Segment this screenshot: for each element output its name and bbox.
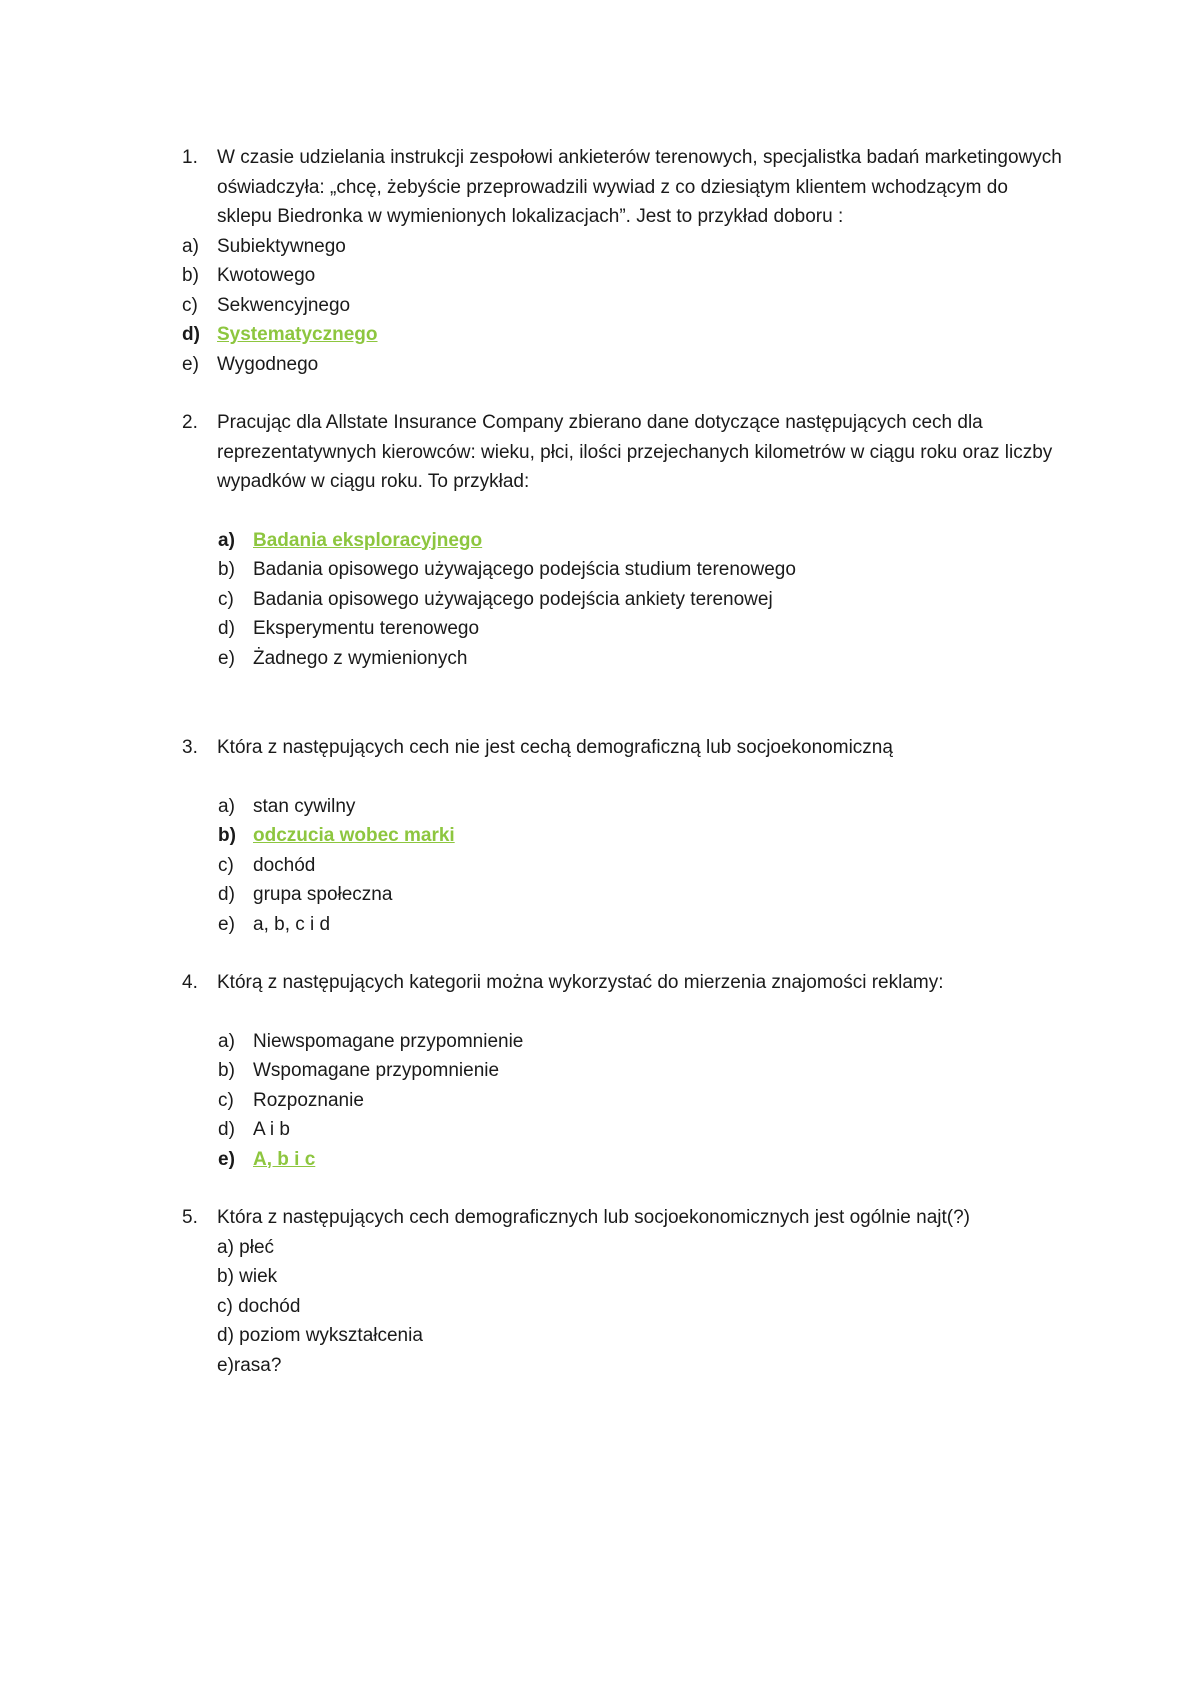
option-item [0, 232, 1200, 262]
option-text: dochód [253, 854, 316, 876]
correct-answer-text: Badania eksploracyjnego [253, 529, 483, 551]
option-item [0, 1321, 1200, 1351]
option-text: Wygodnego [217, 353, 319, 375]
option-letter: b) [218, 1060, 235, 1081]
option-letter: b) [182, 265, 199, 286]
option-text: a, b, c i d [253, 913, 331, 935]
option-text: A i b [253, 1119, 290, 1140]
option-text: Niewspomagane przypomnienie [253, 1030, 524, 1052]
option-text: Subiektywnego [217, 235, 346, 257]
option-item-correct [0, 526, 1200, 556]
option-item [0, 1262, 1200, 1292]
option-text: Sekwencyjnego [217, 294, 351, 316]
question-text: W czasie udzielania instrukcji zespołowi ankieterów terenowych, specjalistka badań marketingowych oświadczyła: „chcę, żebyście przeprowadzili wywiad z co dziesiątym klientem wchodzącym do sklepu Biedronka w wymienionych lokalizacjach”. Jest to przykład doboru : [217, 147, 1062, 227]
option-item [0, 1056, 1200, 1086]
option-text: Badania opisowego używającego podejścia ankiety terenowej [253, 588, 773, 610]
option-letter: d) [218, 618, 235, 639]
option-letter: a) [218, 529, 235, 551]
option-item [0, 1351, 1200, 1381]
question-number: 2. [182, 412, 198, 433]
question-number: 4. [182, 972, 198, 993]
option-item [0, 851, 1200, 881]
option-letter: d) [218, 1119, 235, 1140]
correct-answer-text: A, b i c [253, 1148, 316, 1170]
options-2 [0, 526, 1200, 674]
question-1 [0, 143, 1200, 232]
option-item-correct [0, 1145, 1200, 1175]
options-1 [0, 232, 1200, 380]
option-text: e)rasa? [217, 1354, 282, 1376]
option-letter: c) [218, 1089, 234, 1111]
options-3 [0, 792, 1200, 940]
option-text: d) poziom wykształcenia [217, 1325, 423, 1346]
question-number: 5. [182, 1207, 198, 1228]
option-item [0, 261, 1200, 291]
option-letter: b) [218, 825, 236, 846]
option-item [0, 585, 1200, 615]
option-item [0, 1027, 1200, 1057]
option-letter: c) [218, 854, 234, 876]
question-2 [0, 408, 1200, 497]
option-text: Kwotowego [217, 265, 316, 286]
option-letter: e) [182, 353, 199, 375]
option-item [0, 880, 1200, 910]
option-text: Żadnego z wymienionych [253, 647, 468, 669]
option-letter: c) [218, 588, 234, 610]
option-letter: a) [218, 1030, 235, 1052]
option-letter: d) [182, 324, 200, 345]
option-item-correct [0, 821, 1200, 851]
option-text: c) dochód [217, 1295, 301, 1317]
option-letter: a) [182, 235, 199, 257]
option-item [0, 350, 1200, 380]
option-text: Wspomagane przypomnienie [253, 1060, 500, 1081]
question-number: 1. [182, 147, 198, 168]
option-text: Badania opisowego używającego podejścia studium terenowego [253, 559, 796, 580]
question-text: Pracując dla Allstate Insurance Company zbierano dane dotyczące następujących cech dla reprezentatywnych kierowców: wieku, płci, ilości przejechanych kilometrów w ciągu roku oraz liczby wypadków w ciągu roku. To przykład: [217, 412, 1053, 492]
option-letter: d) [218, 884, 235, 905]
option-item [0, 1115, 1200, 1145]
option-text: a) płeć [217, 1236, 275, 1258]
option-item [0, 792, 1200, 822]
option-text: Eksperymentu terenowego [253, 618, 480, 639]
question-number: 3. [182, 737, 198, 758]
option-item [0, 644, 1200, 674]
options-5 [0, 1233, 1200, 1381]
option-letter: b) [218, 559, 235, 580]
option-letter: e) [218, 913, 235, 935]
option-text: grupa społeczna [253, 884, 393, 905]
option-item [0, 614, 1200, 644]
correct-answer-text: odczucia wobec marki [253, 825, 455, 846]
question-4 [0, 968, 1200, 998]
question-text: Która z następujących cech demograficznych lub socjoekonomicznych jest ogólnie najt(?) [217, 1207, 971, 1228]
question-list [0, 143, 1200, 1380]
correct-answer-text: Systematycznego [217, 324, 378, 345]
question-3 [0, 733, 1200, 763]
option-letter: c) [182, 294, 198, 316]
option-text: stan cywilny [253, 795, 356, 817]
options-4 [0, 1027, 1200, 1175]
option-letter: e) [218, 1148, 235, 1170]
option-letter: a) [218, 795, 235, 817]
option-text: b) wiek [217, 1266, 278, 1287]
question-text: Która z następujących cech nie jest cechą demograficzną lub socjoekonomiczną [217, 737, 893, 758]
option-item [0, 291, 1200, 321]
option-item-correct [0, 320, 1200, 350]
question-text: Którą z następujących kategorii można wykorzystać do mierzenia znajomości reklamy: [217, 972, 944, 993]
option-item [0, 1086, 1200, 1116]
option-item [0, 555, 1200, 585]
option-text: Rozpoznanie [253, 1089, 364, 1111]
option-item [0, 910, 1200, 940]
option-item [0, 1292, 1200, 1322]
option-letter: e) [218, 647, 235, 669]
question-5 [0, 1203, 1200, 1233]
option-item [0, 1233, 1200, 1263]
